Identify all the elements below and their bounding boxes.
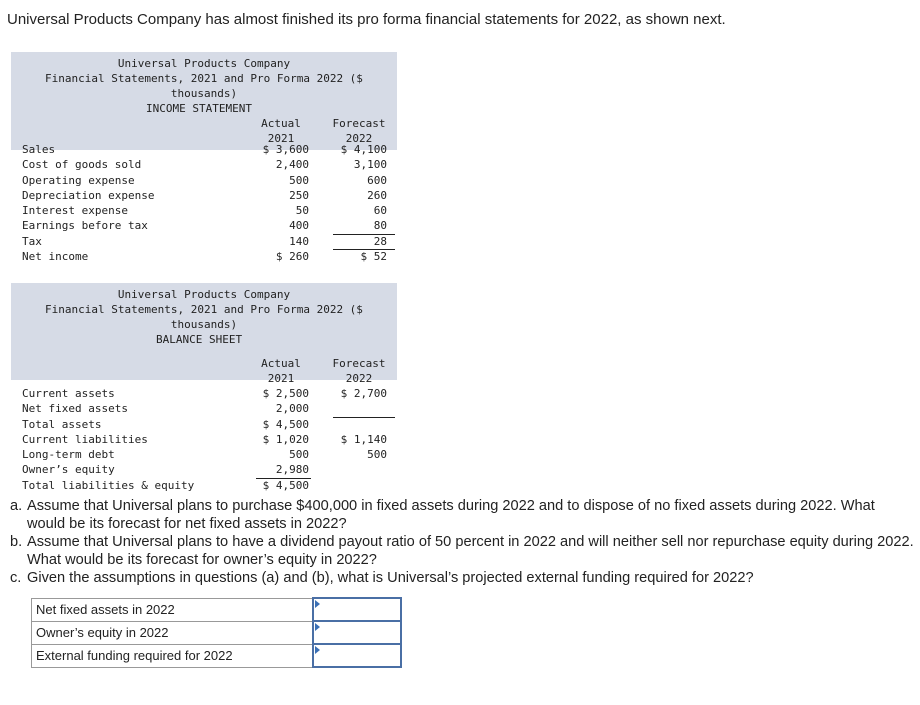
statement-units: thousands) bbox=[170, 318, 238, 331]
actual-value: 400 bbox=[289, 219, 309, 233]
row-label: Tax bbox=[22, 234, 42, 248]
forecast-value: $ 2,700 bbox=[340, 387, 387, 400]
actual-value: $ 4,500 bbox=[262, 417, 309, 431]
row-label: Depreciation expense bbox=[22, 188, 155, 202]
col-forecast: Forecast 2022 bbox=[332, 357, 386, 385]
statement-row bbox=[11, 417, 397, 432]
actual-value: 140 bbox=[289, 234, 309, 248]
statement-row bbox=[11, 462, 397, 477]
forecast-value: 260 bbox=[367, 188, 387, 202]
intro-text: Universal Products Company has almost finished its pro forma financial statements for 2022, as shown next. bbox=[7, 11, 726, 28]
answer-label: Owner’s equity in 2022 bbox=[32, 621, 314, 644]
external-funding-input-cell[interactable] bbox=[313, 644, 401, 667]
answer-table bbox=[31, 597, 402, 668]
actual-value: 2,000 bbox=[275, 402, 309, 416]
statement-title: BALANCE SHEET bbox=[156, 333, 243, 346]
balance-column-header bbox=[11, 347, 397, 385]
row-label: Total liabilities & equity bbox=[22, 478, 195, 492]
row-label: Earnings before tax bbox=[22, 219, 148, 233]
statement-units: thousands) bbox=[170, 87, 238, 100]
forecast-value: 28 bbox=[373, 234, 387, 248]
actual-value: 2,980 bbox=[275, 463, 309, 477]
row-label: Sales bbox=[22, 143, 56, 156]
statement-row bbox=[11, 249, 397, 264]
actual-value: $ 1,020 bbox=[262, 432, 309, 446]
statement-subtitle: Financial Statements, 2021 and Pro Forma 2022 ($ bbox=[45, 303, 363, 316]
actual-value: 2,400 bbox=[275, 158, 309, 172]
statement-row bbox=[11, 432, 397, 447]
forecast-value: 80 bbox=[373, 219, 387, 233]
answer-row bbox=[32, 598, 402, 621]
row-label: Current assets bbox=[22, 387, 115, 400]
forecast-value: $ 1,140 bbox=[340, 432, 387, 446]
question-b: b. Assume that Universal plans to have a dividend payout ratio of 50 percent in 2022 and will neither sell nor repurchase equity during 2022. What would be its forecast for owner’s equity in 2022? bbox=[10, 534, 914, 568]
row-label: Long-term debt bbox=[22, 448, 115, 462]
company-name: Universal Products Company bbox=[117, 288, 291, 301]
actual-value: $ 2,500 bbox=[262, 387, 309, 400]
statement-row bbox=[11, 188, 397, 203]
statement-row bbox=[11, 401, 397, 416]
actual-value: $ 3,600 bbox=[262, 143, 309, 156]
col-forecast: Forecast 2022 bbox=[332, 117, 386, 145]
actual-value: 50 bbox=[295, 204, 309, 218]
forecast-value: 3,100 bbox=[353, 158, 387, 172]
owners-equity-input-cell[interactable] bbox=[313, 621, 401, 644]
actual-value: 500 bbox=[289, 173, 309, 187]
statement-row bbox=[11, 157, 397, 172]
balance-sheet-header bbox=[11, 283, 397, 347]
actual-value: 500 bbox=[289, 448, 309, 462]
balance-sheet bbox=[11, 283, 397, 493]
income-statement bbox=[11, 52, 397, 264]
actual-value: 250 bbox=[289, 188, 309, 202]
answer-row bbox=[32, 621, 402, 644]
row-label: Interest expense bbox=[22, 204, 128, 218]
questions bbox=[10, 497, 915, 587]
input-marker-icon bbox=[315, 646, 320, 654]
forecast-value: 600 bbox=[367, 173, 387, 187]
statement-subtitle: Financial Statements, 2021 and Pro Forma 2022 ($ bbox=[45, 72, 363, 85]
answer-label: External funding required for 2022 bbox=[32, 644, 314, 667]
forecast-value: $ 4,100 bbox=[340, 143, 387, 156]
question-c: c. Given the assumptions in questions (a) and (b), what is Universal’s projected external funding required for 2022? bbox=[10, 570, 754, 586]
col-actual: Actual 2021 bbox=[261, 357, 301, 385]
owners-equity-input[interactable] bbox=[314, 623, 400, 642]
forecast-value: 60 bbox=[373, 204, 387, 218]
net-fixed-assets-input[interactable] bbox=[314, 600, 400, 619]
input-marker-icon bbox=[315, 623, 320, 631]
external-funding-input[interactable] bbox=[314, 646, 400, 665]
statement-row bbox=[11, 218, 397, 233]
statement-row bbox=[11, 234, 397, 249]
actual-value: $ 4,500 bbox=[262, 478, 309, 492]
row-label: Net income bbox=[22, 250, 89, 264]
company-name: Universal Products Company bbox=[117, 57, 291, 70]
question-a: a. Assume that Universal plans to purchase $400,000 in fixed assets during 2022 and to dispose of no fixed assets during 2022. What would be its forecast for net fixed assets in 2022? bbox=[10, 498, 875, 532]
row-label: Net fixed assets bbox=[22, 402, 128, 416]
input-marker-icon bbox=[315, 600, 320, 608]
statement-row bbox=[11, 203, 397, 218]
row-label: Cost of goods sold bbox=[22, 158, 142, 172]
answer-row bbox=[32, 644, 402, 667]
net-fixed-assets-input-cell[interactable] bbox=[313, 598, 401, 621]
row-label: Total assets bbox=[22, 417, 102, 431]
statement-title: INCOME STATEMENT bbox=[146, 102, 252, 115]
statement-row bbox=[11, 447, 397, 462]
row-label: Operating expense bbox=[22, 173, 135, 187]
income-statement-header bbox=[11, 52, 397, 116]
actual-value: $ 260 bbox=[275, 250, 309, 264]
forecast-value: 500 bbox=[367, 448, 387, 462]
statement-row bbox=[11, 142, 397, 157]
statement-row bbox=[11, 173, 397, 188]
row-label: Current liabilities bbox=[22, 432, 148, 446]
forecast-value: $ 52 bbox=[360, 250, 387, 264]
answer-label: Net fixed assets in 2022 bbox=[32, 598, 314, 621]
statement-row bbox=[11, 478, 397, 493]
statement-row bbox=[11, 386, 397, 401]
row-label: Owner’s equity bbox=[22, 463, 115, 477]
col-actual: Actual 2021 bbox=[261, 117, 301, 145]
